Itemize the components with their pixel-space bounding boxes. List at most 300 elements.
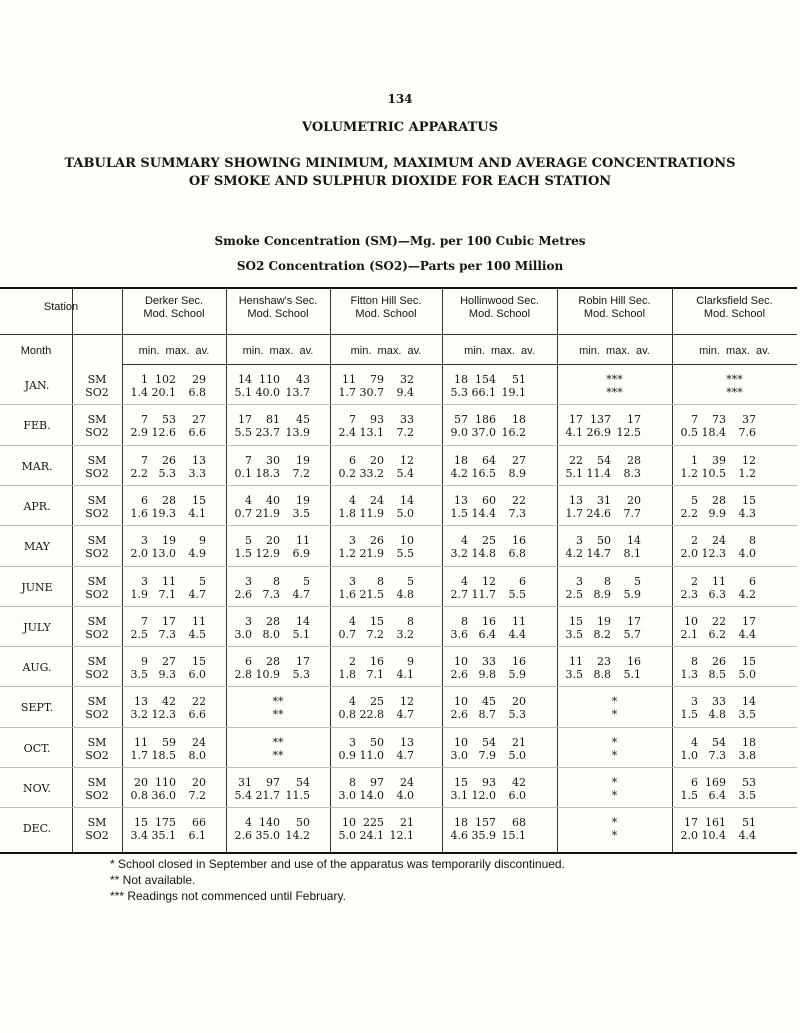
average-value: 24 <box>400 776 414 789</box>
max-value: 97 <box>266 776 280 789</box>
average-value: 3.5 <box>738 789 756 802</box>
min-value: 4.2 <box>450 466 468 480</box>
station-header: Station <box>43 301 79 313</box>
min-value: 3 <box>349 735 356 749</box>
min-value: 31 <box>238 776 252 789</box>
min-value: 6 <box>245 655 252 669</box>
average-value: 4.0 <box>396 789 414 802</box>
so2-values <box>450 829 549 842</box>
so2-values <box>338 628 434 641</box>
smoke-values <box>338 494 434 507</box>
max-value: 16 <box>370 655 384 669</box>
average-value: 15 <box>192 655 206 669</box>
data-cell <box>450 816 549 842</box>
average-value: 5 <box>303 574 310 588</box>
data-cell <box>234 615 322 641</box>
smoke-values <box>130 615 218 628</box>
so2-values <box>234 588 322 601</box>
so2-values <box>130 547 218 560</box>
so2-values <box>234 668 322 681</box>
smoke-values <box>338 695 434 708</box>
max-value: 12 <box>482 574 496 588</box>
max-value: 26.9 <box>586 426 611 440</box>
min-value: 1.5 <box>450 506 468 520</box>
month-label: FEB. <box>23 419 51 433</box>
min-value: 3 <box>576 534 583 548</box>
average-value: 6.6 <box>188 708 206 722</box>
so2-values <box>680 628 789 641</box>
average-value: 4.8 <box>396 587 414 601</box>
so2-values <box>565 547 664 560</box>
max-value: 14.0 <box>359 789 384 802</box>
station-name-header <box>330 295 442 321</box>
smoke-values <box>680 736 789 749</box>
average-value: 19 <box>296 493 310 507</box>
average-value: 12 <box>400 453 414 467</box>
average-value: 4.7 <box>188 587 206 601</box>
so2-values <box>680 588 789 601</box>
average-value: 4.4 <box>738 829 756 843</box>
max-value: 97 <box>370 776 384 789</box>
smoke-values <box>680 776 789 789</box>
so2-values <box>450 668 549 681</box>
smoke-label: SM <box>87 373 107 386</box>
smoke-values <box>565 413 664 426</box>
min-value: 0.8 <box>338 708 356 722</box>
min-value: 1.9 <box>130 587 148 601</box>
data-cell <box>680 413 789 439</box>
station-name-line: Robin Hill Sec. <box>578 295 651 307</box>
max-value: 12.6 <box>151 426 176 440</box>
max-value: 16.5 <box>471 466 496 480</box>
average-value: 17 <box>296 655 310 669</box>
so2-values <box>450 386 549 399</box>
average-value: 8.3 <box>623 466 641 480</box>
smoke-values <box>450 413 549 426</box>
average-value: 6.0 <box>508 789 526 802</box>
so2-values <box>234 547 322 560</box>
data-cell <box>450 454 549 480</box>
data-cell <box>338 413 434 439</box>
average-value: 13 <box>400 735 414 749</box>
average-value: 68 <box>512 816 526 830</box>
min-value: 1.6 <box>338 587 356 601</box>
max-value: 40 <box>266 493 280 507</box>
smoke-values <box>130 776 218 789</box>
month-label: MAY <box>23 540 51 554</box>
min-value: 7 <box>141 614 148 628</box>
smoke-values <box>565 615 664 628</box>
max-value: 12.0 <box>471 789 496 802</box>
average-value: 5.7 <box>623 627 641 641</box>
max-value: 169 <box>705 776 726 789</box>
max-value: 54 <box>712 735 726 749</box>
min-value: 7 <box>691 413 698 427</box>
max-value: 8.2 <box>593 627 611 641</box>
max-value: 24 <box>370 493 384 507</box>
average-value: 14.2 <box>285 829 310 843</box>
so2-values: *** <box>606 386 623 399</box>
pollutant-labels <box>73 695 121 721</box>
max-value: 8.0 <box>262 627 280 641</box>
data-cell <box>680 454 789 480</box>
data-cell <box>234 494 322 520</box>
average-value: 42 <box>512 776 526 789</box>
data-cell <box>565 575 664 601</box>
so2-values <box>450 628 549 641</box>
max-value: 8 <box>273 574 280 588</box>
smoke-values <box>565 575 664 588</box>
so2-values <box>130 708 218 721</box>
average-value: 4.5 <box>188 627 206 641</box>
average-value: 54 <box>296 776 310 789</box>
month-label: JAN. <box>24 379 50 392</box>
average-value: 14 <box>742 695 756 709</box>
min-value: 17 <box>569 413 583 427</box>
min-value: 7 <box>245 453 252 467</box>
min-value: 1 <box>141 373 148 386</box>
data-cell <box>450 373 549 399</box>
min-value: 6 <box>141 493 148 507</box>
average-value: 7.7 <box>623 506 641 520</box>
max-value: 8.5 <box>708 668 726 682</box>
average-value: 3.8 <box>738 748 756 762</box>
so2-values <box>338 588 434 601</box>
average-value: 6.9 <box>292 547 310 561</box>
min-value: 5.1 <box>234 386 252 399</box>
min-value: 2.9 <box>130 426 148 440</box>
footnote-school-closed: * School closed in September and use of the apparatus was temporarily discontinued. <box>110 857 565 871</box>
station-name-header <box>122 295 226 321</box>
average-value: 21 <box>400 816 414 830</box>
average-value: 10 <box>400 534 414 548</box>
so2-values <box>565 588 664 601</box>
min-value: 0.8 <box>130 789 148 802</box>
so2-values <box>234 789 322 802</box>
table-caption: TABULAR SUMMARY SHOWING MINIMUM, MAXIMUM AND AVERAGE CONCENTRATIONS OF SMOKE AND SULPHUR DIOXIDE FOR EACH STATION <box>64 156 736 189</box>
data-cell <box>565 776 664 802</box>
so2-values <box>680 547 789 560</box>
average-value: 8.0 <box>188 748 206 762</box>
min-value: 1.5 <box>680 708 698 722</box>
average-value: 1.2 <box>738 466 756 480</box>
min-value: 3.2 <box>130 708 148 722</box>
min-value: 3.0 <box>338 789 356 802</box>
min-value: 1.3 <box>680 668 698 682</box>
so2-values <box>234 467 322 480</box>
smoke-values <box>338 776 434 789</box>
data-cell <box>680 373 789 399</box>
so2-label: SO2 <box>85 627 109 641</box>
pollutant-labels <box>73 534 121 560</box>
average-value: 13 <box>192 453 206 467</box>
average-value: 4.1 <box>396 668 414 682</box>
station-name-header <box>557 295 672 321</box>
min-value: 3 <box>576 574 583 588</box>
max-value: 66.1 <box>471 386 496 399</box>
so2-values <box>234 426 322 439</box>
so2-label: SO2 <box>85 708 109 722</box>
so2-label: SO2 <box>85 789 109 802</box>
max-value: 137 <box>590 413 611 427</box>
min-value: 2.6 <box>450 708 468 722</box>
min-value: 7 <box>349 413 356 427</box>
average-value: 14 <box>627 534 641 548</box>
max-value: 59 <box>162 735 176 749</box>
so2-values <box>130 628 218 641</box>
min-value: 2.6 <box>234 587 252 601</box>
footnotes <box>110 856 565 904</box>
smoke-label: SM <box>87 413 107 427</box>
data-cell <box>234 454 322 480</box>
max-value: 154 <box>475 373 496 386</box>
max-value: 7.1 <box>366 668 384 682</box>
average-value: 8 <box>407 614 414 628</box>
max-value: 110 <box>155 776 176 789</box>
max-value: 35.1 <box>151 829 176 843</box>
smoke-values <box>130 413 218 426</box>
max-value: 14.4 <box>471 506 496 520</box>
station-name-line: Mod. School <box>247 308 309 320</box>
average-value: 19.1 <box>501 386 526 399</box>
max-value: 14.8 <box>471 547 496 561</box>
max-value: 8.8 <box>593 668 611 682</box>
month-label: OCT. <box>23 741 51 755</box>
min-value: 1.0 <box>680 748 698 762</box>
min-value: 3 <box>691 695 698 709</box>
average-value: 8.9 <box>508 466 526 480</box>
min-value: 3.5 <box>130 668 148 682</box>
min-value: 0.7 <box>338 627 356 641</box>
max-value: 7.3 <box>158 627 176 641</box>
station-name-line: Mod. School <box>703 308 766 320</box>
max-value: 9.9 <box>708 506 726 520</box>
smoke-values <box>680 695 789 708</box>
max-value: 60 <box>482 493 496 507</box>
station-name-header <box>442 295 557 321</box>
max-value: 12.9 <box>255 547 280 561</box>
row-divider <box>0 445 797 446</box>
max-value: 7.3 <box>708 748 726 762</box>
min-value: 3 <box>349 534 356 548</box>
max-value: 17 <box>162 614 176 628</box>
average-value: 9.4 <box>396 386 414 399</box>
max-value: 19 <box>162 534 176 548</box>
min-value: 2 <box>349 655 356 669</box>
smoke-values <box>234 534 322 547</box>
average-value: 43 <box>296 373 310 386</box>
smoke-values <box>234 776 322 789</box>
so2-values <box>565 668 664 681</box>
data-cell <box>338 575 434 601</box>
max-value: 35.0 <box>255 829 280 843</box>
so2-values <box>565 628 664 641</box>
average-value: 16.2 <box>501 426 526 440</box>
min-max-av-header: min. max. av. <box>350 345 422 357</box>
average-value: 3.2 <box>396 627 414 641</box>
smoke-values: * <box>611 695 618 709</box>
min-value: 3.4 <box>130 829 148 843</box>
max-value: 24 <box>712 534 726 548</box>
summary-table <box>0 287 797 854</box>
so2-values <box>680 789 789 802</box>
average-value: 66 <box>192 816 206 830</box>
smoke-values <box>234 655 322 668</box>
so2-label: SO2 <box>85 547 109 561</box>
footnote-not-available: ** Not available. <box>110 873 196 887</box>
max-value: 175 <box>155 816 176 830</box>
so2-values <box>450 588 549 601</box>
smoke-label: SM <box>87 453 107 467</box>
max-value: 11.0 <box>359 748 384 762</box>
min-value: 18 <box>454 453 468 467</box>
max-value: 21.7 <box>255 789 280 802</box>
so2-values <box>450 547 549 560</box>
data-cell <box>680 615 789 641</box>
data-cell <box>680 695 789 721</box>
min-value: 1.8 <box>338 506 356 520</box>
min-value: 6 <box>691 776 698 789</box>
min-value: 3.6 <box>450 627 468 641</box>
max-value: 31 <box>597 493 611 507</box>
max-value: 18.3 <box>255 466 280 480</box>
min-value: 3.0 <box>450 748 468 762</box>
data-cell <box>565 494 664 520</box>
average-value: 4.7 <box>396 708 414 722</box>
row-divider <box>0 807 797 808</box>
data-cell <box>565 454 664 480</box>
row-divider <box>0 767 797 768</box>
pollutant-labels <box>73 816 121 842</box>
row-divider <box>0 606 797 607</box>
so2-values <box>130 386 218 399</box>
max-value: 64 <box>482 453 496 467</box>
so2-values: * <box>611 789 618 802</box>
data-cell <box>680 736 789 762</box>
max-value: 25 <box>370 695 384 709</box>
so2-units-note: SO2 Concentration (SO2)—Parts per 100 Million <box>236 259 564 273</box>
smoke-values <box>680 494 789 507</box>
average-value: 20 <box>192 776 206 789</box>
data-cell <box>130 695 218 721</box>
min-value: 3 <box>245 574 252 588</box>
max-value: 8 <box>604 574 611 588</box>
smoke-values <box>450 816 549 829</box>
data-cell <box>338 373 434 399</box>
max-value: 8.7 <box>478 708 496 722</box>
so2-values <box>338 829 434 842</box>
smoke-values <box>680 615 789 628</box>
min-value: 1.2 <box>680 466 698 480</box>
min-value: 2.0 <box>680 829 698 843</box>
min-value: 2.5 <box>565 587 583 601</box>
smoke-values <box>130 816 218 829</box>
station-name-line: Fitton Hill Sec. <box>350 295 422 307</box>
average-value: 15 <box>742 655 756 669</box>
max-value: 33 <box>482 655 496 669</box>
so2-values <box>450 507 549 520</box>
so2-values <box>338 547 434 560</box>
min-value: 5.4 <box>234 789 252 802</box>
pollutant-labels <box>73 494 121 520</box>
min-value: 18 <box>454 816 468 830</box>
average-value: 6.8 <box>508 547 526 561</box>
smoke-values <box>565 534 664 547</box>
smoke-values <box>680 655 789 668</box>
min-value: 5 <box>245 534 252 548</box>
max-value: 33 <box>712 695 726 709</box>
min-value: 4 <box>349 614 356 628</box>
min-value: 0.7 <box>234 506 252 520</box>
so2-values: * <box>611 708 618 722</box>
month-label: AUG. <box>22 661 52 675</box>
min-value: 3.0 <box>234 627 252 641</box>
station-name-line: Mod. School <box>468 308 531 320</box>
min-value: 17 <box>238 413 252 427</box>
average-value: 51 <box>512 373 526 386</box>
smoke-values <box>130 575 218 588</box>
average-value: 3.3 <box>188 466 206 480</box>
so2-values <box>450 467 549 480</box>
average-value: 27 <box>192 413 206 427</box>
min-value: 3.5 <box>565 627 583 641</box>
average-value: 7.6 <box>738 426 756 440</box>
min-value: 4.2 <box>565 547 583 561</box>
smoke-values <box>680 534 789 547</box>
data-cell <box>565 655 664 681</box>
min-value: 2 <box>691 534 698 548</box>
month-label: JUNE <box>21 580 53 594</box>
month-label: NOV. <box>23 782 51 795</box>
max-value: 36.0 <box>151 789 176 802</box>
min-value: 15 <box>134 816 148 830</box>
station-name-line: Mod. School <box>355 308 417 320</box>
station-name-line: Hollinwood Sec. <box>460 295 539 307</box>
min-value: 8 <box>461 614 468 628</box>
data-cell <box>234 413 322 439</box>
average-value: 8 <box>749 534 756 548</box>
month-label: APR. <box>23 499 51 513</box>
smoke-values <box>234 373 322 386</box>
average-value: 11 <box>192 614 206 628</box>
so2-values <box>130 668 218 681</box>
average-value: 5.5 <box>508 587 526 601</box>
station-name-header <box>226 295 330 321</box>
so2-label: SO2 <box>85 386 109 399</box>
min-max-av-header: min. max. av. <box>242 345 314 357</box>
so2-values: * <box>611 748 618 762</box>
max-value: 28 <box>162 493 176 507</box>
max-value: 50 <box>597 534 611 548</box>
max-value: 157 <box>475 816 496 830</box>
min-value: 15 <box>454 776 468 789</box>
min-value: 15 <box>569 614 583 628</box>
smoke-label: SM <box>87 735 107 749</box>
min-max-av-header: min. max. av. <box>699 345 770 357</box>
station-name-line: Derker Sec. <box>144 295 204 307</box>
data-cell <box>450 695 549 721</box>
min-max-av-header: min. max. av. <box>138 345 210 357</box>
so2-values <box>450 708 549 721</box>
average-value: 12.1 <box>389 829 414 843</box>
average-value: 16 <box>512 534 526 548</box>
max-value: 33.2 <box>359 466 384 480</box>
so2-label: SO2 <box>85 466 109 480</box>
average-value: 5.0 <box>738 668 756 682</box>
min-value: 2.6 <box>450 668 468 682</box>
smoke-values <box>234 575 322 588</box>
average-value: 4.1 <box>188 506 206 520</box>
